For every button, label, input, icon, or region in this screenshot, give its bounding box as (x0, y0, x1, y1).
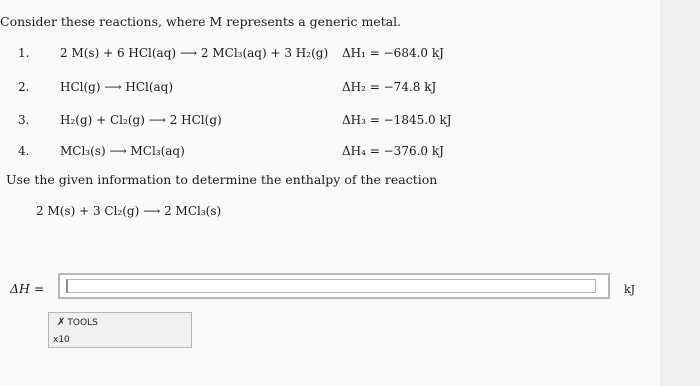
tools-icon: ✗ (57, 317, 66, 328)
reaction-equation-4: MCl₃(s) ⟶ MCl₃(aq) (60, 144, 185, 158)
reaction-number-3: 3. (18, 113, 30, 127)
intro-text: Consider these reactions, where M represents a generic metal. (0, 14, 402, 29)
instruction-text: Use the given information to determine the enthalpy of the reaction (6, 172, 438, 187)
reaction-number-4: 4. (18, 144, 30, 158)
right-margin-strip (660, 0, 700, 386)
reaction-enthalpy-2: ΔH₂ = −74.8 kJ (342, 80, 437, 94)
reaction-enthalpy-1: ΔH₁ = −684.0 kJ (342, 46, 444, 60)
tools-button[interactable] (48, 312, 192, 348)
reaction-equation-3: H₂(g) + Cl₂(g) ⟶ 2 HCl(g) (60, 113, 222, 127)
tools-label: TOOLS (67, 318, 98, 328)
tools-label-row (57, 317, 98, 328)
target-reaction: 2 M(s) + 3 Cl₂(g) ⟶ 2 MCl₃(s) (36, 204, 222, 218)
answer-label: ΔH = (10, 281, 45, 296)
reaction-equation-1: 2 M(s) + 6 HCl(aq) ⟶ 2 MCl₃(aq) + 3 H₂(g) (60, 46, 329, 60)
reaction-equation-2: HCl(g) ⟶ HCl(aq) (60, 80, 174, 94)
reaction-number-2: 2. (18, 80, 30, 94)
reaction-enthalpy-4: ΔH₄ = −376.0 kJ (342, 144, 444, 158)
tools-multiplier: x10 (53, 335, 70, 345)
reaction-number-1: 1. (18, 46, 30, 60)
answer-input[interactable] (66, 279, 596, 293)
answer-unit: kJ (624, 283, 636, 296)
answer-box[interactable] (58, 273, 610, 299)
reaction-enthalpy-3: ΔH₃ = −1845.0 kJ (342, 113, 452, 127)
